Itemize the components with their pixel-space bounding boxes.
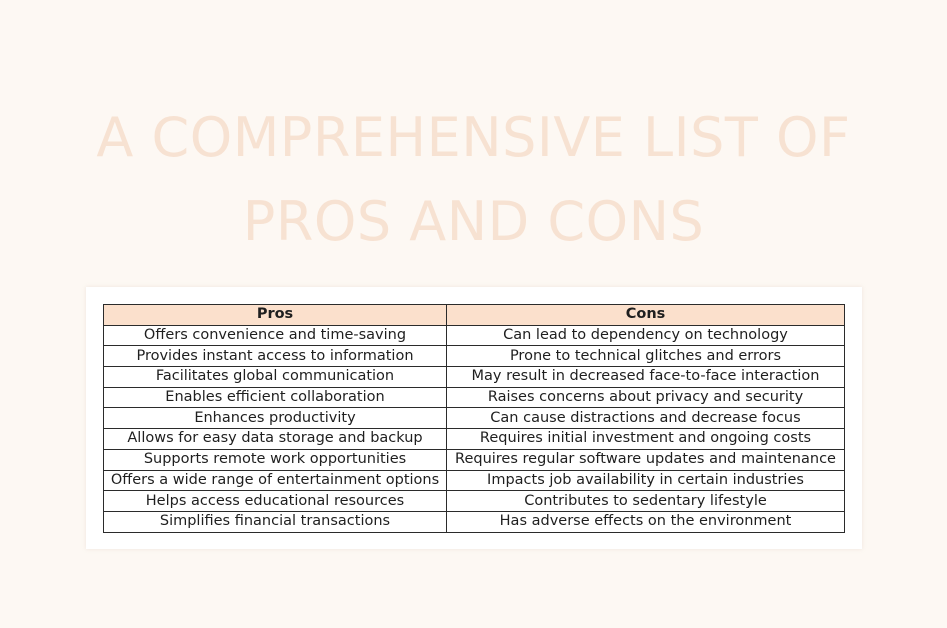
con-cell: Requires initial investment and ongoing costs xyxy=(447,429,845,450)
table-row xyxy=(104,325,845,346)
pro-cell: Supports remote work opportunities xyxy=(104,449,447,470)
table-row xyxy=(104,511,845,532)
con-cell: Impacts job availability in certain industries xyxy=(447,470,845,491)
pro-cell: Provides instant access to information xyxy=(104,346,447,367)
table-card xyxy=(86,287,862,549)
table-header-row xyxy=(104,305,845,326)
table-row xyxy=(104,346,845,367)
page-title xyxy=(0,96,947,264)
con-cell: Requires regular software updates and maintenance xyxy=(447,449,845,470)
con-cell: Contributes to sedentary lifestyle xyxy=(447,491,845,512)
header-pros: Pros xyxy=(104,305,447,326)
pro-cell: Facilitates global communication xyxy=(104,367,447,388)
table-row xyxy=(104,429,845,450)
con-cell: May result in decreased face-to-face interaction xyxy=(447,367,845,388)
con-cell: Prone to technical glitches and errors xyxy=(447,346,845,367)
page-title-line-2: PROS AND CONS xyxy=(242,190,705,253)
table-row xyxy=(104,491,845,512)
table-row xyxy=(104,367,845,388)
header-cons: Cons xyxy=(447,305,845,326)
pro-cell: Offers convenience and time-saving xyxy=(104,325,447,346)
page-title-line-1: A COMPREHENSIVE LIST OF xyxy=(96,106,851,169)
pro-cell: Enhances productivity xyxy=(104,408,447,429)
con-cell: Raises concerns about privacy and security xyxy=(447,387,845,408)
table-row xyxy=(104,387,845,408)
table-row xyxy=(104,470,845,491)
con-cell: Has adverse effects on the environment xyxy=(447,511,845,532)
con-cell: Can lead to dependency on technology xyxy=(447,325,845,346)
pro-cell: Helps access educational resources xyxy=(104,491,447,512)
table-row xyxy=(104,408,845,429)
table-row xyxy=(104,449,845,470)
pro-cell: Allows for easy data storage and backup xyxy=(104,429,447,450)
pro-cell: Offers a wide range of entertainment options xyxy=(104,470,447,491)
pro-cell: Enables efficient collaboration xyxy=(104,387,447,408)
pro-cell: Simplifies financial transactions xyxy=(104,511,447,532)
con-cell: Can cause distractions and decrease focus xyxy=(447,408,845,429)
pros-cons-table xyxy=(103,304,845,533)
